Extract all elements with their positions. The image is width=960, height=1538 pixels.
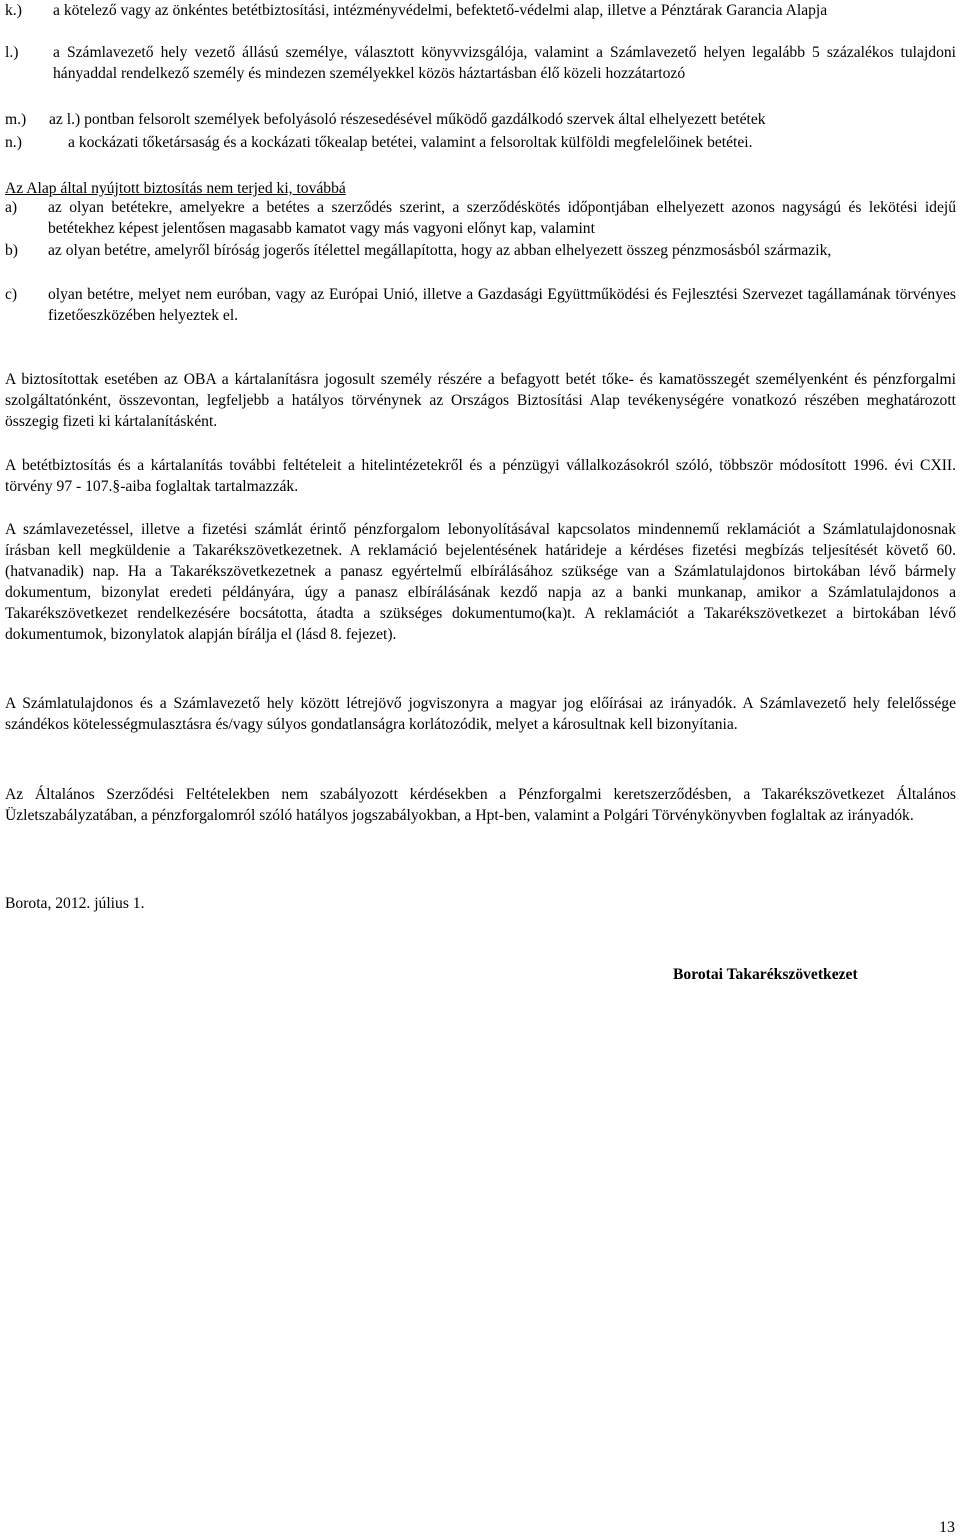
list-item-text: a kötelező vagy az önkéntes betétbiztosítási, intézményvédelmi, befektető-védelmi alap, illetve a Pénztárak Garancia Alapja (53, 2, 828, 19)
list-marker: k.) (5, 2, 22, 19)
exclusions-heading: Az Alap által nyújtott biztosítás nem terjed ki, továbbá (5, 180, 346, 197)
place-date: Borota, 2012. július 1. (5, 895, 145, 912)
exclusion-text: az olyan betétekre, amelyekre a betétes a szerződés szerint, a szerződéskötés időpontjában elhelyezett azonos nagyságú és lekötési idejű betétekhez képest jelentősen magasabb kamatot vagy más vagyoni előnyt kap, valamint (48, 199, 956, 237)
exclusion-item-a (5, 197, 956, 239)
list-item-text: a kockázati tőketársaság és a kockázati tőkealap betétei, valamint a felsoroltak külföldi megfelelőinek betétei. (68, 134, 753, 151)
paragraph-compensation: A biztosítottak esetében az OBA a kártalanításra jogosult személy részére a befagyott betét tőke- és kamatösszegét személyenként és pénzforgalmi szolgáltatónként, összevontan, legfeljebb a hatályos törvénynek az Országos Biztosítási Alap tevékenységére vonatkozó részében meghatározott összegig fizeti ki kártalanításként. (5, 371, 956, 430)
page-number: 13 (939, 1519, 955, 1536)
list-item-n (5, 132, 956, 153)
list-item-text: a Számlavezető hely vezető állású személye, választott könyvvizsgálója, valamint a Számlavezető helyen legalább 5 százalékos tulajdoni hányaddal rendelkező személy és mindezen személyekkel közös háztartásban élő közeli hozzátartozó (53, 44, 956, 82)
paragraph-deposit-insurance: A betétbiztosítás és a kártalanítás további feltételeit a hitelintézetekről és a pénzügyi vállalkozásokról szóló, többször módosított 1996. évi CXII. törvény 97 - 107.§-aiba foglaltak tartalmazzák. (5, 457, 956, 495)
exclusion-text: az olyan betétre, amelyről bíróság jogerős ítélettel megállapította, hogy az abban elhelyezett összeg pénzmosásból származik, (48, 242, 832, 259)
paragraph-complaints: A számlavezetéssel, illetve a fizetési számlát érintő pénzforgalom lebonyolításával kapcsolatos mindennemű reklamációt a Számlatulajdonosnak írásban kell megküldenie a Takarékszövetkezetnek. A reklamáció bejelentésének határideje a kérdéses fizetési megbízás teljesítését követő 60. (hatvanadik) nap. Ha a Takarékszövetkezetnek a panasz egyértelmű elbírálásához szüksége van a Számlatulajdonos birtokában lévő bármely dokumentum, bizonylat eredeti példányára, úgy a panasz elbírálásának kezdő napja az a banki munkanap, amikor a Számlatulajdonos a Takarékszövetkezet rendelkezésére bocsátotta, átadta a szükséges dokumentumo(ka)t. A reklamációt a Takarékszövetkezet a birtokában lévő dokumentumok, bizonylatok alapján bírálja el (lásd 8. fejezet). (5, 521, 956, 643)
exclusion-marker: c) (5, 286, 18, 303)
list-item-m (5, 109, 956, 130)
exclusion-item-b (5, 240, 956, 261)
organization-signature: Borotai Takarékszövetkezet (673, 966, 858, 983)
list-item-k (5, 0, 956, 21)
paragraph-governing-law: A Számlatulajdonos és a Számlavezető hely között létrejövő jogviszonyra a magyar jog előírásai az irányadók. A Számlavezető hely felelőssége szándékos kötelességmulasztásra és/vagy súlyos gondatlanságra korlátozódik, melyet a károsultnak kell bizonyítania. (5, 695, 956, 733)
exclusion-text: olyan betétre, melyet nem euróban, vagy az Európai Unió, illetve a Gazdasági Együttműködési és Fejlesztési Szervezet tagállamának törvényes fizetőeszközében helyeztek el. (48, 286, 956, 324)
list-marker: l.) (5, 44, 19, 61)
list-marker: n.) (5, 134, 22, 151)
list-item-text: az l.) pontban felsorolt személyek befolyásoló részesedésével működő gazdálkodó szervek által elhelyezett betétek (49, 111, 766, 128)
exclusion-marker: a) (5, 199, 18, 216)
exclusion-marker: b) (5, 242, 18, 259)
paragraph-other-rules: Az Általános Szerződési Feltételekben nem szabályozott kérdésekben a Pénzforgalmi keretszerződésben, a Takarékszövetkezet Általános Üzletszabályzatában, a pénzforgalomról szóló hatályos jogszabályokban, a Hpt-ben, valamint a Polgári Törvénykönyvben foglaltak az irányadók. (5, 786, 956, 824)
list-item-l (5, 42, 956, 84)
list-marker: m.) (5, 111, 27, 128)
exclusion-item-c (5, 284, 956, 326)
